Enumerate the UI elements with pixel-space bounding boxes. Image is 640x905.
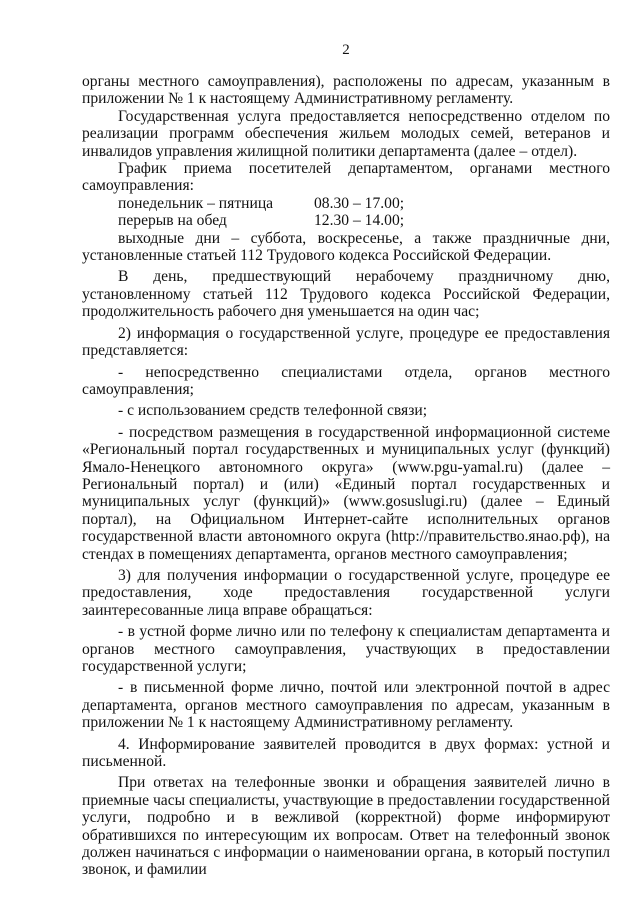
paragraph-0: органы местного самоуправления), расположены по адресам, указанным в приложении № 1 к настоящему Административному регламенту. (82, 73, 610, 108)
paragraph-11: - в письменной форме лично, почтой или электронной почтой в адрес департамента, органов местного самоуправления по адресам, указанным в приложении № 1 к настоящему Административному регламенту. (82, 679, 610, 732)
paragraph-3: выходные дни – суббота, воскресенье, а также праздничные дни, установленные статьей 112 Трудового кодекса Российской Федерации. (82, 229, 610, 265)
paragraph-10: - в устной форме лично или по телефону к специалистам департамента и органов местного самоуправления, участвующих в предоставлении государственной услуги; (82, 623, 610, 675)
paragraph-9: 3) для получения информации о государственной услуге, процедуре ее предоставления, ходе предоставления государственной услуги заинтересованные лица вправе обращаться: (82, 566, 610, 619)
schedule-weekdays-label: понедельник – пятница (118, 194, 274, 212)
paragraph-4: В день, предшествующий нерабочему праздничному дню, установленному статьей 112 Трудового кодекса Российской Федерации, продолжительность рабочего дня уменьшается на один час; (82, 268, 610, 321)
schedule-break-time: 12.30 – 14.00; (314, 212, 405, 230)
page-number: 2 (342, 42, 350, 58)
paragraph-5: 2) информация о государственной услуге, процедуре ее предоставления представляется: (82, 324, 610, 360)
paragraph-6: - непосредственно специалистами отдела, органов местного самоуправления; (82, 363, 610, 398)
schedule-break-label: перерыв на обед (118, 212, 227, 230)
paragraph-7: - с использованием средств телефонной связи; (118, 402, 428, 420)
paragraph-1: Государственная услуга предоставляется непосредственно отделом по реализации программ обеспечения жильем молодых семей, ветеранов и инвалидов управления жилищной политики департамента (далее – отдел). (82, 107, 610, 160)
document-page (82, 0, 610, 905)
paragraph-8: - посредством размещения в государственной информационной системе «Региональный портал государственных и муниципальных услуг (функций) Ямало-Ненецкого автономного округа» (www.pgu-yamal.ru) (далее – Региональный портал) и (или) «Единый портал государственных и муниципальных услуг (функций)» (www.gosuslugi.ru) (далее – Единый портал), на Официальном Интернет-сайте исполнительных органов государственной власти автономного округа (http://правительство.янао.рф), на стендах в помещениях департамента, органов местного самоуправления; (82, 423, 610, 563)
paragraph-13: При ответах на телефонные звонки и обращения заявителей лично в приемные часы специалисты, участвующие в предоставлении государственной услуги, подробно и в вежливой (корректной) форме информируют обратившихся по интересующим их вопросам. Ответ на телефонный звонок должен начинаться с информации о наименовании органа, в который поступил звонок, и фамилии (82, 774, 610, 879)
document-body (82, 73, 610, 879)
schedule (82, 195, 610, 230)
paragraph-2: График приема посетителей департаментом, органами местного самоуправления: (82, 160, 610, 195)
schedule-weekdays-time: 08.30 – 17.00; (314, 194, 405, 212)
paragraph-12: 4. Информирование заявителей проводится в двух формах: устной и письменной. (82, 735, 610, 771)
